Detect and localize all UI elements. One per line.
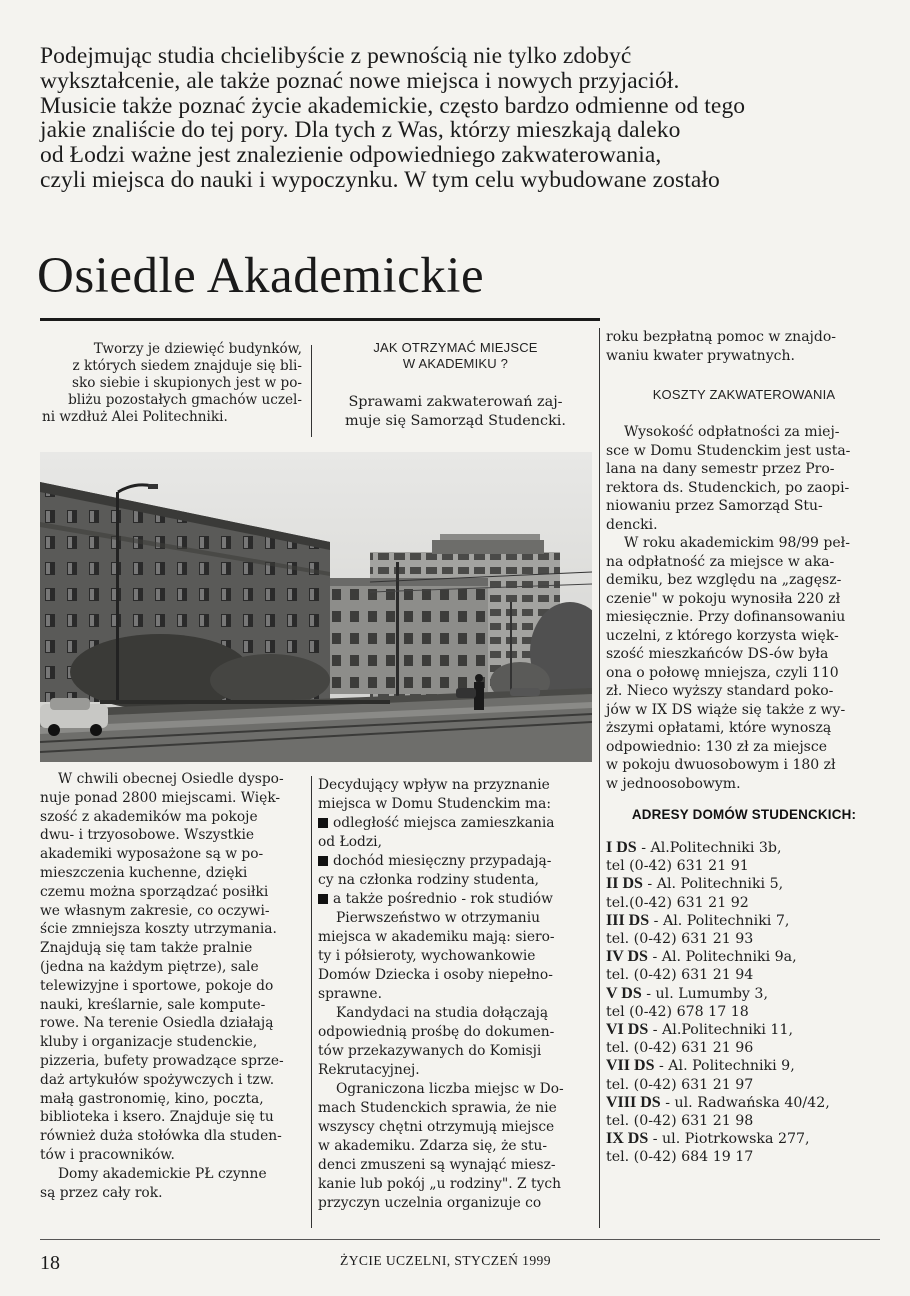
text-line: są przez cały rok. — [40, 1184, 163, 1201]
text-line: szość z akademików ma pokoje — [40, 808, 258, 825]
text-line: W chwili obecnej Osiedle dyspo- — [58, 771, 284, 787]
text-line: od Łodzi, — [318, 834, 382, 850]
text-line: Decydujący wpływ na przyznanie — [318, 777, 550, 793]
text-line: biblioteka i ksero. Znajduje się tu — [40, 1109, 274, 1126]
heading-line: JAK OTRZYMAĆ MIEJSCE — [373, 340, 538, 355]
intro-line: Podejmując studia chcielibyście z pewnością nie tylko zdobyć — [40, 43, 632, 69]
dorm-street: - Al. Politechniki 9, — [654, 1058, 795, 1075]
dorm-phone: tel. (0-42) 684 19 17 — [606, 1149, 754, 1166]
text-line: cy na członka rodziny studenta, — [318, 872, 540, 888]
text-line: jów w IX DS wiąże się także z wy- — [606, 701, 846, 718]
dorm-name: VI DS — [606, 1021, 649, 1039]
text-line: we własnym zakresie, co oczywi- — [40, 902, 270, 919]
text-line: W roku akademickim 98/99 peł- — [624, 535, 850, 551]
dorm-name: V DS — [606, 984, 642, 1002]
text-line: ższymi opłatami, które wynoszą — [606, 720, 832, 736]
text-line: dencki. — [606, 516, 658, 533]
text-line: kanie lub pokój „u rodziny". Z tych — [318, 1176, 561, 1192]
dorm-phone: tel. (0-42) 631 21 96 — [606, 1040, 754, 1057]
address-entry — [606, 1130, 882, 1166]
text-line: w jednoosobowym. — [606, 775, 741, 792]
text-line: miejsca w Domu Studenckim ma: — [318, 796, 551, 812]
text-line: Domów Dziecka i osoby niepełno- — [318, 967, 553, 983]
dorm-phone: tel.(0-42) 631 21 92 — [606, 894, 749, 911]
publication-footer: ŻYCIE UCZELNI, STYCZEŃ 1999 — [340, 1253, 551, 1268]
text-line: nauki, kreślarnie, sale kompute- — [40, 996, 266, 1013]
text-line: rektora ds. Studenckich, po zaopi- — [606, 479, 850, 496]
text-line: Domy akademickie PŁ czynne — [58, 1165, 267, 1182]
dorm-name: VIII DS — [606, 1093, 661, 1111]
text-line: ście zmniejsza koszty utrzymania. — [40, 921, 277, 938]
bullet-item — [318, 814, 593, 833]
text-line: Pierwszeństwo w otrzymaniu — [336, 910, 540, 926]
text-line: denci zmuszeni są wynająć miesz- — [318, 1157, 556, 1173]
text-line: Tworzy je dziewięć budynków, — [93, 341, 302, 357]
text-line: w pokoju dwuosobowym i 180 zł — [606, 757, 836, 773]
column-b-body — [318, 776, 593, 1213]
text-line: roku bezpłatną pomoc w znajdo- — [606, 329, 837, 345]
dorm-street: - ul. Lumumby 3, — [641, 985, 768, 1002]
text-line: sce w Domu Studenckim jest usta- — [606, 442, 851, 459]
text-line: szość mieszkańców DS-ów była — [606, 646, 829, 662]
square-bullet-icon — [318, 856, 328, 866]
dorm-name: VII DS — [606, 1057, 655, 1075]
column-b-intro — [318, 340, 593, 431]
address-entry — [606, 912, 882, 948]
dorm-street: - Al.Politechniki 3b, — [636, 840, 782, 856]
address-entry — [606, 875, 882, 911]
text-line: Znajdują się tam także pralnie — [40, 940, 253, 957]
text-line: na odpłatność za miejsce w aka- — [606, 553, 835, 570]
text-line: mach Studenckich sprawia, że nie — [318, 1100, 557, 1116]
text-line: Ograniczona liczba miejsc w Do- — [336, 1081, 564, 1097]
text-line: również duża stołówka dla studen- — [40, 1128, 282, 1145]
column-c — [606, 328, 882, 1167]
text-line: ona o połowę mniejsza, czyli 110 — [606, 664, 839, 681]
text-line: ni wzdłuż Alei Politechniki. — [42, 409, 228, 426]
text-line: Sprawami zakwaterowań zaj- — [348, 394, 563, 410]
dorm-name: II DS — [606, 875, 643, 893]
dorm-name: III DS — [606, 911, 650, 929]
text-line: w akademiku. Zdarza się, że stu- — [318, 1138, 548, 1154]
text-line: zł. Nieco wyższy standard poko- — [606, 683, 834, 699]
intro-line: czyli miejsca do nauki i wypoczynku. W tym celu wybudowane zostało — [40, 166, 720, 193]
column-divider — [311, 776, 312, 1228]
text-line: pizzeria, bufety prowadzące sprze- — [40, 1052, 284, 1069]
dorm-phone: tel. (0-42) 631 21 94 — [606, 967, 754, 984]
text-line: telewizyjne i sportowe, pokoje do — [40, 977, 274, 994]
text-line: (jedna na każdym piętrze), sale — [40, 958, 259, 975]
text-line: dwu- i trzyosobowe. Wszystkie — [40, 827, 255, 844]
column-divider — [311, 345, 312, 437]
section-heading-addresses: ADRESY DOMÓW STUDENCKICH: — [631, 807, 857, 822]
dorm-street: - Al. Politechniki 9a, — [647, 949, 797, 966]
address-entry — [606, 948, 882, 984]
text-line: bliżu pozostałych gmachów uczel- — [68, 392, 302, 409]
text-line: daż artykułów spożywczych i tzw. — [40, 1071, 275, 1088]
text-line: czenie" w pokoju wynosiła 220 zł — [606, 590, 841, 607]
dorm-name: IX DS — [606, 1130, 649, 1148]
section-heading-costs: KOSZTY ZAKWATEROWANIA — [652, 387, 836, 402]
text-line: ty i półsieroty, wychowankowie — [318, 948, 536, 964]
text-line: niowaniu przez Samorząd Stu- — [606, 498, 823, 514]
column-a-body — [40, 770, 302, 1202]
address-entry — [606, 839, 882, 875]
intro-line: Musicie także poznać życie akademickie, często bardzo odmienne od tego — [40, 92, 746, 119]
text-line: Kandydaci na studia dołączają — [336, 1005, 549, 1021]
address-list — [606, 839, 882, 1167]
article-title: Osiedle Akademickie — [37, 248, 485, 304]
address-entry — [606, 985, 882, 1021]
text-line: małą gastronomię, kino, poczta, — [40, 1090, 264, 1107]
text-line: Wysokość odpłatności za miej- — [624, 424, 840, 440]
dorm-street: - ul. Piotrkowska 277, — [648, 1131, 810, 1148]
dorm-phone: tel. (0-42) 631 21 93 — [606, 931, 754, 948]
page-number: 18 — [40, 1252, 60, 1274]
text-line: tów przekazywanych do Komisji — [318, 1043, 542, 1059]
dormitory-photo — [40, 452, 592, 762]
text-line: lana na dany semestr przez Pro- — [606, 461, 835, 477]
text-line: nuje ponad 2800 miejscami. Więk- — [40, 789, 281, 806]
text-line: sko siebie i skupionych jest w po- — [72, 375, 302, 392]
text-line: tów i pracowników. — [40, 1146, 175, 1163]
intro-line: wykształcenie, ale także poznać nowe miejsca i nowych przyjaciół. — [40, 67, 680, 94]
text-line: waniu kwater prywatnych. — [606, 347, 795, 364]
text-line: demiku, bez względu na „zagęsz- — [606, 572, 842, 588]
text-line: wszyscy chętni otrzymują miejsce — [318, 1119, 555, 1135]
text-line: muje się Samorząd Studencki. — [345, 413, 566, 429]
text-line: odpowiednio: 130 zł za miejsce — [606, 738, 827, 755]
intro-line: od Łodzi ważne jest znalezienie odpowiedniego zakwaterowania, — [40, 142, 662, 169]
text-line: miesięcznie. Przy dofinansowaniu — [606, 609, 846, 625]
intro-paragraph — [40, 44, 870, 193]
square-bullet-icon — [318, 894, 328, 904]
text-line: uczelni, z którego korzysta więk- — [606, 627, 839, 644]
dorm-name: I DS — [606, 839, 637, 856]
text-line: czemu można sporządzać posiłki — [40, 883, 269, 900]
dorm-phone: tel (0-42) 631 21 91 — [606, 858, 749, 875]
dorm-phone: tel (0-42) 678 17 18 — [606, 1003, 749, 1020]
section-heading-how-to-get-place — [318, 340, 593, 372]
bullet-item — [318, 852, 593, 871]
text-line: akademiki wyposażone są w po- — [40, 846, 264, 863]
intro-line: jakie znaliście do tej pory. Dla tych z Was, którzy mieszkają daleko — [40, 117, 681, 144]
dormitory-photo-illustration — [40, 452, 592, 762]
dorm-name: IV DS — [606, 948, 648, 966]
dorm-street: - Al.Politechniki 11, — [648, 1022, 793, 1039]
address-entry — [606, 1057, 882, 1093]
text-line: kluby i organizacje studenckie, — [40, 1034, 258, 1051]
bullet-text: dochód miesięczny przypadają- — [333, 853, 552, 869]
text-line: odpowiednią prośbę do dokumen- — [318, 1024, 555, 1040]
text-line: przyczyn uczelnia organizuje co — [318, 1195, 542, 1211]
dorm-phone: tel. (0-42) 631 21 98 — [606, 1113, 754, 1130]
text-line: miejsca w akademiku mają: siero- — [318, 929, 555, 945]
heading-line: W AKADEMIKU ? — [402, 356, 509, 371]
dorm-phone: tel. (0-42) 631 21 97 — [606, 1076, 754, 1093]
text-line: rowe. Na terenie Osiedla działają — [40, 1015, 274, 1032]
dorm-street: - ul. Radwańska 40/42, — [660, 1094, 830, 1111]
title-underline — [40, 318, 600, 321]
square-bullet-icon — [318, 818, 328, 828]
text-line: mieszczenia kuchenne, dzięki — [40, 864, 248, 881]
bullet-text: odległość miejsca zamieszkania — [333, 815, 555, 831]
address-entry — [606, 1094, 882, 1130]
address-entry — [606, 1021, 882, 1057]
dorm-street: - Al. Politechniki 7, — [649, 912, 790, 929]
column-a-intro — [40, 341, 302, 426]
bullet-text: a także pośrednio - rok studiów — [333, 891, 553, 907]
text-line: Rekrutacyjnej. — [318, 1062, 420, 1078]
bullet-item — [318, 890, 593, 909]
footer-rule — [40, 1239, 880, 1240]
column-divider — [599, 328, 600, 1228]
text-line: sprawne. — [318, 986, 382, 1002]
text-line: z których siedem znajduje się bli- — [72, 358, 302, 375]
dorm-street: - Al. Politechniki 5, — [642, 876, 784, 893]
